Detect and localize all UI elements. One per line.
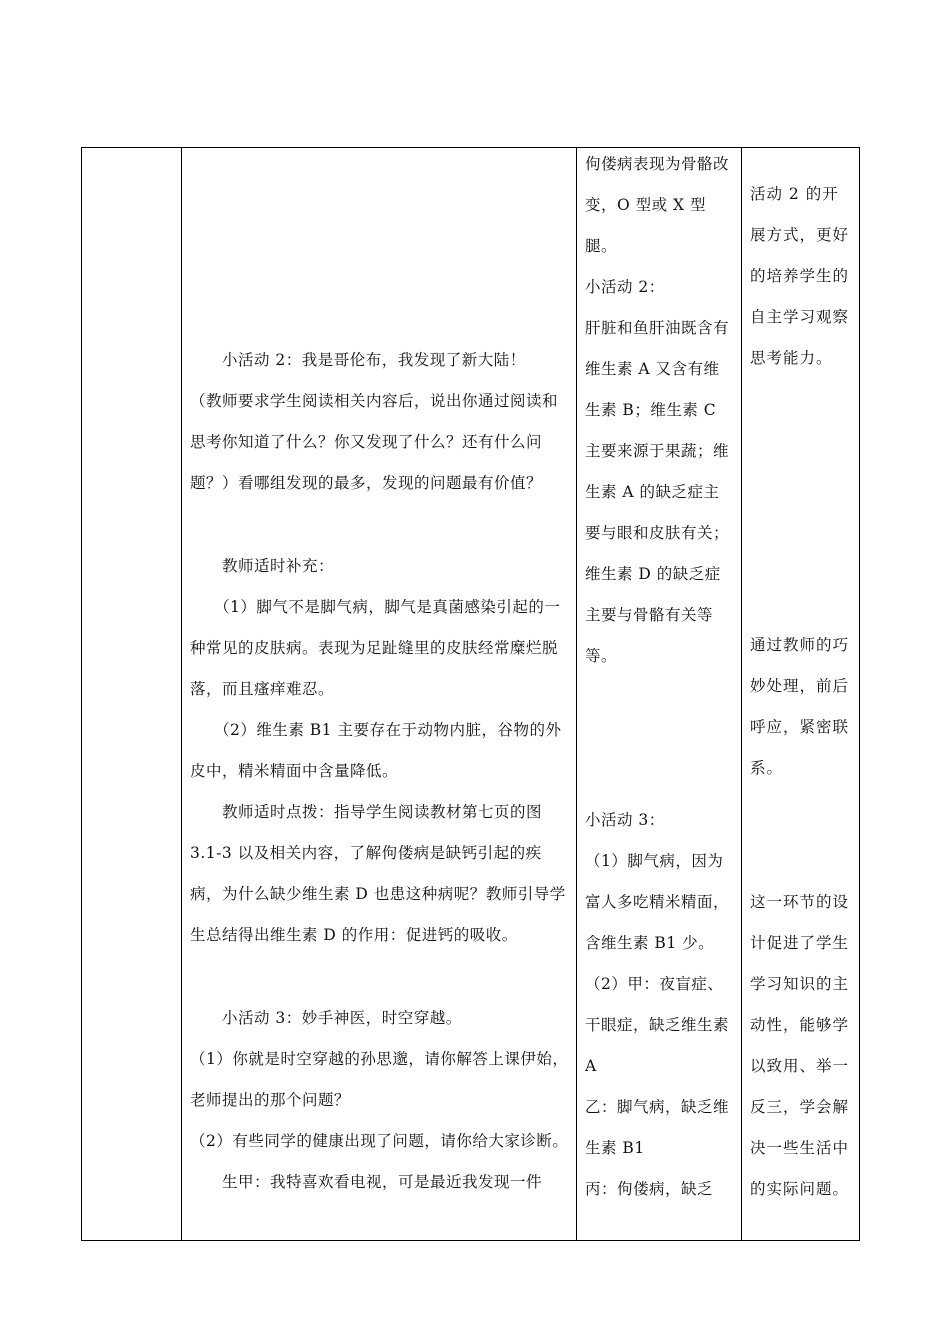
- supplement-title: 教师适时补充：: [222, 557, 335, 575]
- activity2-answer: 肝脏和鱼肝油既含有维生素 A 又含有维生素 B；维生素 C 主要来源于果蔬；维生素 A 的缺乏症主要与眼和皮肤有关；维生素 D 的缺乏症主要与骨骼有关等等。: [585, 319, 730, 665]
- student-a-case: 生甲：我特喜欢看电视，可是最近我发现一件: [222, 1173, 543, 1191]
- student-activity-cell: [577, 148, 741, 1240]
- activity2-label: 小活动 2：: [585, 278, 665, 296]
- design-note-3: 这一环节的设计促进了学生学习知识的主动性，能够学以致用、举一反三，学会解决一些生活中的实际问题。: [750, 893, 850, 1198]
- activity3-question-1: （1）你就是时空穿越的孙思邈，请你解答上课伊始，老师提出的那个问题？: [190, 1050, 569, 1109]
- empty-cell: [82, 148, 181, 1240]
- activity2-title: 小活动 2：我是哥伦布，我发现了新大陆！: [222, 351, 526, 369]
- activity3-question-2: （2）有些同学的健康出现了问题，请你给大家诊断。: [190, 1132, 569, 1150]
- supplement-item-2: （2）维生素 B1 主要存在于动物内脏，谷物的外皮中，精米精面中含量降低。: [190, 721, 562, 780]
- design-intent-cell: [742, 148, 860, 1240]
- activity3-answer-2c: 丙：佝偻病，缺乏: [585, 1180, 714, 1198]
- teacher-guide: 教师适时点拨：指导学生阅读教材第七页的图 3.1-3 以及相关内容，了解佝偻病是缺钙引起的疾病，为什么缺少维生素 D 也患这种病呢？教师引导学生总结得出维生素 D 的作用：促进钙的吸收。: [190, 803, 566, 944]
- activity3-answer-1: （1）脚气病，因为富人多吃精米精面，含维生素 B1 少。: [585, 852, 730, 952]
- design-note-2: 通过教师的巧妙处理，前后呼应，紧密联系。: [750, 636, 850, 777]
- activity3-answer-2a: （2）甲：夜盲症、干眼症，缺乏维生素 A: [585, 975, 730, 1075]
- activity3-answer-2b: 乙：脚气病，缺乏维生素 B1: [585, 1098, 730, 1157]
- rickets-description: 佝偻病表现为骨骼改变，O 型或 X 型腿。: [585, 155, 730, 255]
- activity3-title: 小活动 3：妙手神医，时空穿越。: [222, 1009, 462, 1027]
- activity2-description: （教师要求学生阅读相关内容后，说出你通过阅读和思考你知道了什么？你又发现了什么？还有什么问题？）看哪组发现的最多，发现的问题最有价值？: [190, 392, 559, 492]
- activity3-label: 小活动 3：: [585, 811, 665, 829]
- teaching-process-cell: [182, 148, 576, 1240]
- supplement-item-1: （1）脚气不是脚气病，脚气是真菌感染引起的一种常见的皮肤病。表现为足趾缝里的皮肤经常糜烂脱落，而且瘙痒难忍。: [190, 598, 561, 698]
- lesson-plan-table: [81, 147, 860, 1241]
- design-note-1: 活动 2 的开展方式，更好的培养学生的自主学习观察思考能力。: [750, 185, 850, 367]
